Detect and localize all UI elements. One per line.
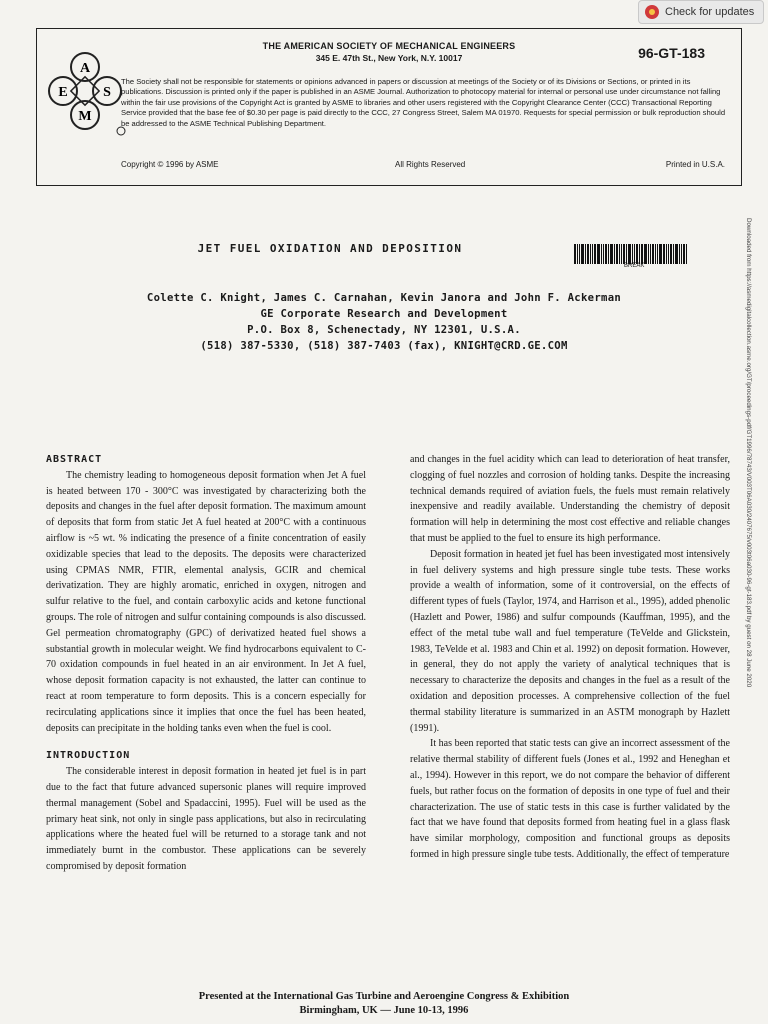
- barcode-bar: [644, 244, 647, 264]
- left-column: [46, 452, 366, 875]
- barcode: [574, 244, 692, 264]
- barcode-bar: [639, 244, 640, 264]
- barcode-bar: [619, 244, 620, 264]
- footer-line-1: Presented at the International Gas Turbine and Aeroengine Congress & Exhibition: [198, 991, 570, 1002]
- introduction-heading: INTRODUCTION: [46, 750, 131, 762]
- body-paragraph: Deposit formation in heated jet fuel has been investigated most intensively in fuel delivery systems and high pressure single tube tests. These works provide a wealth of information, some of it controversial, on the effects of different types of fuels (Taylor, 1974, and Harrison et al., 1995), added phenolic (Hazlett and Power, 1986) and sulfur compounds (Kauffman, 1995), and the effect of the metal tube wall and fuel temperature (TeVelde and Glickstein, 1983, TeVelde et al. 1983 and Chin et al. 1992) on deposit formation. However, in general, they do not apply the variety of analytical techniques that is necessary to characterize the deposits and changes in the fuel as a result of the oxidation and deposition processes. A comprehensive collection of the fuel thermal stability literature is summarized in an ASTM monograph by Hazlett (1991).: [410, 548, 731, 734]
- barcode-bar: [683, 244, 685, 264]
- conference-footer: [0, 990, 768, 1018]
- barcode-bar: [641, 244, 643, 264]
- download-watermark-text: Downloaded from https://asmedigitalcollection.asme.org/GT/proceedings-pdf/GT1996/78743/V003T06A030/2407675/v003t06a030-96-gt-183.pdf by guest on 28 June 2020: [745, 218, 752, 688]
- barcode-bar: [632, 244, 633, 264]
- abstract-text: The chemistry leading to homogeneous deposit formation when Jet A fuel is heated between 170 - 300°C was investigated by characterizing both the deposits and changes in the fuel after deposit formation. The maximum amount of deposits that form from static Jet A fuel heated at 200°C with a continuous airflow is ~5 wt. % indicating the presence of a finite concentration of easily oxidizable species that lead to the deposits. The deposits were characterized using CPMAS NMR, FTIR, elemental analysis, GCIR and chemical derivatization. They are highly aromatic, enriched in oxygen, nitrogen and sulfur relative to the fuel, and contain carboxylic acids and ketone functional groups. The role of nitrogen and sulfur containing compounds is also discussed. Gel permeation chromatography (GPC) of derivatized heated fuel shows a substantial growth in molecular weight. We find hydrocarbons equivalent to C-70 oxidation compounds in fuel heated in an air environment. In Jet A fuel, whose deposit formation capacity is not exhausted, the latter can continue to react at room temperature to form deposits. This is a concern especially for recirculating applications since it implies that once the fuel has been heated, deposits can precipitate in the holding tanks even when the fuel is cool.: [46, 469, 366, 734]
- barcode-bar: [652, 244, 654, 264]
- asme-header-box: [36, 28, 742, 186]
- barcode-bar: [601, 244, 602, 264]
- barcode-bar: [579, 244, 580, 264]
- barcode-bar: [686, 244, 687, 264]
- barcode-bar: [679, 244, 680, 264]
- barcode-bar: [603, 244, 604, 264]
- check-for-updates-button[interactable]: [638, 0, 764, 24]
- barcode-bar: [648, 244, 649, 264]
- author-affiliation: GE Corporate Research and Development: [260, 308, 508, 320]
- barcode-bar: [590, 244, 591, 264]
- barcode-bar: [673, 244, 674, 264]
- barcode-bar: [616, 244, 618, 264]
- paper-number: 96-GT-183: [638, 45, 705, 61]
- barcode-bar: [657, 244, 658, 264]
- barcode-bar: [670, 244, 672, 264]
- author-names: Colette C. Knight, James C. Carnahan, Kevin Janora and John F. Ackerman: [146, 292, 622, 304]
- crossmark-icon: [645, 5, 659, 19]
- barcode-bar: [659, 244, 662, 264]
- barcode-bar: [663, 244, 665, 264]
- footer-line-2: Birmingham, UK — June 10-13, 1996: [299, 1005, 469, 1016]
- barcode-bar: [608, 244, 609, 264]
- logo-letter-bottom: M: [78, 109, 92, 124]
- barcode-bar: [626, 244, 627, 264]
- barcode-bar: [681, 244, 682, 264]
- barcode-bar: [628, 244, 631, 264]
- barcode-bar: [655, 244, 656, 264]
- barcode-bar: [650, 244, 651, 264]
- barcode-bar: [605, 244, 607, 264]
- body-paragraph: and changes in the fuel acidity which can lead to deterioration of heat transfer, clogging of fuel nozzles and corrosion of holding tanks. Despite the increasing technical demands required of aviation fuels, the fuels must remain relatively inexpensive and readily available. Understanding the chemistry of deposit formation will help in determining the most cost effective and reliable changes that must be applied to the fuel to ensure its high performance.: [410, 454, 730, 544]
- barcode-bar: [577, 244, 578, 264]
- copyright-notice: Copyright © 1996 by ASME: [121, 160, 219, 169]
- paper-title: JET FUEL OXIDATION AND DEPOSITION: [197, 242, 463, 255]
- barcode-bar: [634, 244, 635, 264]
- logo-letter-right: S: [103, 85, 111, 100]
- barcode-bar: [636, 244, 638, 264]
- barcode-bar: [581, 244, 584, 264]
- printed-notice: Printed in U.S.A.: [665, 160, 725, 169]
- rights-notice: All Rights Reserved: [395, 160, 466, 169]
- barcode-bar: [592, 244, 593, 264]
- logo-letter-left: E: [58, 85, 68, 100]
- barcode-label: BREAK: [624, 263, 645, 269]
- society-name: THE AMERICAN SOCIETY OF MECHANICAL ENGINEERS: [262, 41, 516, 51]
- logo-letter-top: A: [79, 61, 91, 76]
- barcode-bar: [614, 244, 615, 264]
- right-column: [410, 452, 730, 863]
- barcode-bar: [594, 244, 596, 264]
- barcode-bar: [585, 244, 586, 264]
- author-block: [0, 290, 768, 354]
- barcode-bar: [587, 244, 589, 264]
- disclaimer-text: The Society shall not be responsible for statements or opinions advanced in papers or discussion at meetings of the Society or of its Divisions or Sections, or printed in its publications. Discussion is printed only if the paper is published in an ASME Journal. Authorization to photocopy material for internal or personal use under circumstance not falling within the fair use provisions of the Copyright Act is granted by ASME to libraries and other users registered with the Copyright Clearance Center (CCC) Transactional Reporting Service provided that the base fee of $0.30 per page is paid directly to the CCC, 27 Congress Street, Salem MA 01970. Requests for special permission or bulk reproduction should be addressed to the ASME Technical Publishing Department.: [121, 77, 726, 128]
- check-for-updates-label: Check for updates: [665, 6, 755, 18]
- author-contact: (518) 387-5330, (518) 387-7403 (fax), KNIGHT@CRD.GE.COM: [200, 340, 568, 352]
- barcode-bar: [668, 244, 669, 264]
- abstract-heading: ABSTRACT: [46, 454, 103, 465]
- barcode-bar: [574, 244, 576, 264]
- barcode-bar: [621, 244, 622, 264]
- barcode-bar: [610, 244, 613, 264]
- barcode-bar: [675, 244, 678, 264]
- barcode-bar: [597, 244, 600, 264]
- society-address: 345 E. 47th St., New York, N.Y. 10017: [315, 53, 463, 63]
- author-address: P.O. Box 8, Schenectady, NY 12301, U.S.A.: [247, 324, 521, 336]
- body-paragraph: It has been reported that static tests can give an incorrect assessment of the relative thermal stability of different fuels (Jones et al., 1992 and Heneghan et al., 1994). However in this report, we do not compare the behavior of different fuels, but rather focus on the formation of deposits in one type of fuel and their characterization. The use of static tests in this case is further validated by the fact that we have found that deposits formed from heating fuel in a glass flask have similar morphology, composition and functional groups as deposits formed in high pressure single tube tests. Additionally, the effect of temperature: [410, 738, 730, 860]
- introduction-text: The considerable interest in deposit formation in heated jet fuel is in part due to the fact that future advanced supersonic planes will require improved thermal management (Sobel and Spadaccini, 1995). Fuel will be used as the primary heat sink, not only in single pass applications, but also in recirculating applications where the heated fuel will be returned to a storage tank and not immediately burnt in the combustor. These applications can be severely compromised by deposit formation: [46, 766, 366, 872]
- barcode-bar: [666, 244, 667, 264]
- barcode-bar: [623, 244, 625, 264]
